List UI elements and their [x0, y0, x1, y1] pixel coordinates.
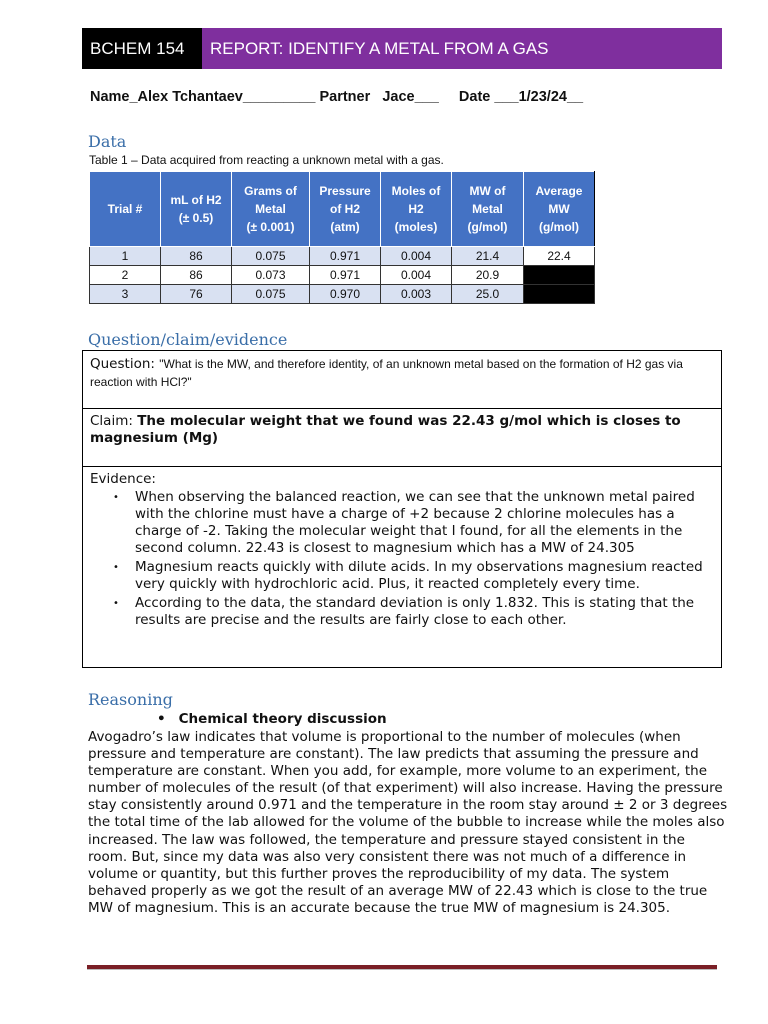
footer-divider [87, 965, 717, 970]
table-cell: 0.075 [232, 285, 310, 304]
evidence-item: • According to the data, the standard deviation is only 1.832. This is stating that the results are precise and the results are fairly close to each other. [135, 595, 714, 629]
table-caption: Table 1 – Data acquired from reacting a unknown metal with a gas. [89, 153, 444, 167]
table-cell: 0.004 [381, 247, 452, 266]
table-cell: 0.971 [310, 266, 381, 285]
qce-box [82, 350, 722, 668]
table-cell: 0.073 [232, 266, 310, 285]
data-heading: Data [88, 132, 127, 151]
table-row [90, 285, 595, 304]
claim-cell [83, 409, 721, 467]
table-cell: 21.4 [452, 247, 524, 266]
col-header-moles: Moles of H2 (moles) [381, 172, 452, 247]
question-label: Question: [90, 356, 155, 372]
table-cell: 0.004 [381, 266, 452, 285]
col-header-grams-metal: Grams of Metal (± 0.001) [232, 172, 310, 247]
reasoning-paragraph: Avogadro’s law indicates that volume is proportional to the number of molecules (when pressure and temperature are constant). The law predicts that assuming the pressure and temperature are constant. When you add, for example, more volume to an experiment, the number of molecules of the result (of that experiment) will also increase. Having the pressure stay consistently around 0.971 and the temperature in the room stay around ± 2 or 3 degrees the total time of the lab allowed for the volume of the bubble to increase while the moles also increased. The law was followed, the temperature and pressure stayed consistent in the room. But, since my data was also very consistent there was not much of a difference in volume or quantity, but this further proves the reproducibility of my data. The system behaved properly as we got the result of an average MW of 22.43 which is close to the true MW of magnesium. This is an accurate because the true MW of magnesium is 24.305. [88, 729, 728, 916]
table-cell-average: 22.4 [524, 247, 595, 266]
evidence-item: • When observing the balanced reaction, we can see that the unknown metal paired with the chlorine must have a charge of +2 because 2 chlorine molecules has a charge of -2. Taking the molecular weight that I found, for all the elements in the second column. 22.43 is closest to magnesium which has a MW of 24.305 [135, 489, 714, 557]
header-bar [82, 28, 722, 69]
table-cell: 20.9 [452, 266, 524, 285]
report-title: REPORT: IDENTIFY A METAL FROM A GAS [202, 28, 722, 69]
claim-label: Claim: [90, 413, 133, 429]
evidence-label: Evidence: [90, 471, 156, 487]
qce-heading: Question/claim/evidence [88, 330, 288, 349]
table-cell: 86 [161, 266, 232, 285]
question-cell [83, 351, 721, 409]
evidence-list [90, 489, 714, 629]
reasoning-subheading: • Chemical theory discussion [157, 711, 387, 727]
table-row [90, 266, 595, 285]
claim-text: The molecular weight that we found was 22.43 g/mol which is closes to magnesium (Mg) [90, 413, 681, 446]
table-cell: 0.971 [310, 247, 381, 266]
table-header-row [90, 172, 595, 247]
question-text: "What is the MW, and therefore identity, of an unknown metal based on the formation of H2 gas via reaction with HCl?" [90, 357, 683, 389]
course-code: BCHEM 154 [82, 28, 202, 69]
evidence-item: • Magnesium reacts quickly with dilute acids. In my observations magnesium reacted very quickly with hydrochloric acid. Plus, it reacted completely every time. [135, 559, 714, 593]
col-header-avg-mw: Average MW (g/mol) [524, 172, 595, 247]
table-cell: 0.970 [310, 285, 381, 304]
table-cell: 3 [90, 285, 161, 304]
table-cell: 25.0 [452, 285, 524, 304]
col-header-ml-h2: mL of H2 (± 0.5) [161, 172, 232, 247]
table-row [90, 247, 595, 266]
col-header-mw: MW of Metal (g/mol) [452, 172, 524, 247]
table-cell: 0.003 [381, 285, 452, 304]
table-cell: 86 [161, 247, 232, 266]
table-cell: 2 [90, 266, 161, 285]
table-cell: 0.075 [232, 247, 310, 266]
evidence-cell [83, 467, 721, 667]
data-table [89, 171, 595, 304]
table-cell-blacked-out [524, 266, 595, 285]
table-cell-blacked-out [524, 285, 595, 304]
reasoning-heading: Reasoning [88, 690, 173, 709]
table-cell: 1 [90, 247, 161, 266]
student-info-line: Name_Alex Tchantaev_________ Partner Jace___ Date ___1/23/24__ [90, 89, 584, 105]
table-cell: 76 [161, 285, 232, 304]
col-header-pressure: Pressure of H2 (atm) [310, 172, 381, 247]
col-header-trial: Trial # [90, 172, 161, 247]
